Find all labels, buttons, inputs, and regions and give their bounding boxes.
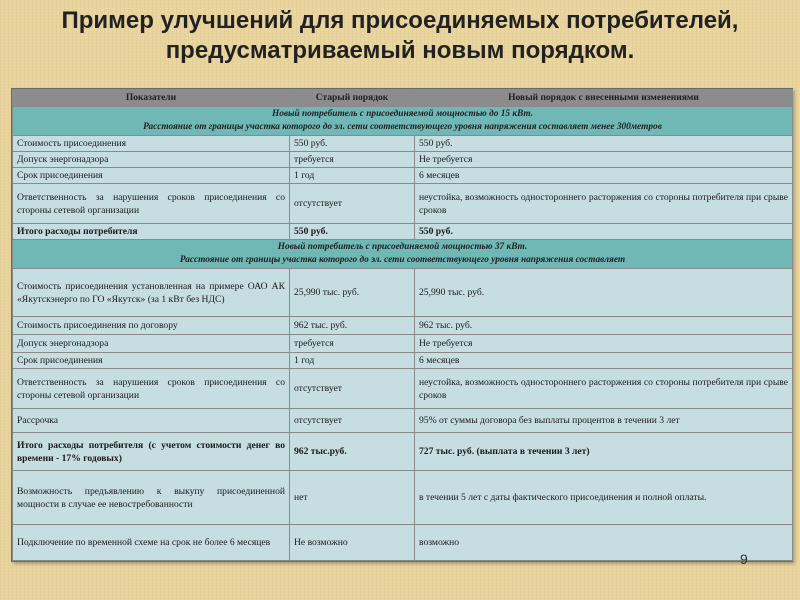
slide-title-line2: предусматриваемый новым порядком. xyxy=(165,37,635,64)
table-row xyxy=(13,152,793,168)
cell-new: 6 месяцев xyxy=(415,353,793,369)
cell-indicator: Срок присоединения xyxy=(13,353,290,369)
section-title: Новый потребитель с присоединяемой мощностью 37 кВт. xyxy=(277,242,528,252)
header-indicators: Показатели xyxy=(13,90,290,107)
table-row xyxy=(13,369,793,409)
slide-title xyxy=(0,6,800,66)
cell-old: требуется xyxy=(290,335,415,353)
cell-old: 550 руб. xyxy=(290,224,415,240)
table-row xyxy=(13,353,793,369)
cell-old: 25,990 тыс. руб. xyxy=(290,269,415,317)
table-row xyxy=(13,335,793,353)
cell-old: 550 руб. xyxy=(290,136,415,152)
header-new-order: Новый порядок с внесенными изменениями xyxy=(415,90,793,107)
cell-indicator: Допуск энергонадзора xyxy=(13,335,290,353)
table-row-total xyxy=(13,433,793,471)
cell-indicator: Срок присоединения xyxy=(13,168,290,184)
cell-indicator: Подключение по временной схеме на срок не более 6 месяцев xyxy=(13,525,290,561)
cell-new: 95% от суммы договора без выплаты процентов в течении 3 лет xyxy=(415,409,793,433)
slide-title-line1: Пример улучшений для присоединяемых потребителей, xyxy=(61,7,739,34)
table-row xyxy=(13,409,793,433)
cell-new: 550 руб. xyxy=(415,136,793,152)
cell-new: возможно xyxy=(415,525,793,561)
cell-indicator: Рассрочка xyxy=(13,409,290,433)
cell-new: неустойка, возможность одностороннего расторжения со стороны потребителя при срыве сроков xyxy=(415,369,793,409)
cell-new: Не требуется xyxy=(415,152,793,168)
section-header-37kw xyxy=(13,240,793,269)
cell-indicator: Стоимость присоединения установленная на примере ОАО АК «Якутскэнерго по ГО «Якутск» (за 1 кВт без НДС) xyxy=(13,269,290,317)
header-old-order: Старый порядок xyxy=(290,90,415,107)
table-header-row xyxy=(13,90,793,107)
cell-old: 1 год xyxy=(290,168,415,184)
section-header-15kw xyxy=(13,107,793,136)
cell-old: 1 год xyxy=(290,353,415,369)
table-row xyxy=(13,471,793,525)
cell-indicator: Ответственность за нарушения сроков присоединения со стороны сетевой организации xyxy=(13,184,290,224)
table-row xyxy=(13,317,793,335)
cell-new: 6 месяцев xyxy=(415,168,793,184)
cell-old: требуется xyxy=(290,152,415,168)
cell-old: Не возможно xyxy=(290,525,415,561)
cell-old: отсутствует xyxy=(290,409,415,433)
cell-indicator: Стоимость присоединения по договору xyxy=(13,317,290,335)
cell-indicator: Стоимость присоединения xyxy=(13,136,290,152)
cell-old: 962 тыс. руб. xyxy=(290,317,415,335)
cell-old: отсутствует xyxy=(290,369,415,409)
cell-new: 727 тыс. руб. (выплата в течении 3 лет) xyxy=(415,433,793,471)
table-row xyxy=(13,269,793,317)
section-subtitle: Расстояние от границы участка которого до эл. сети соответствующего уровня напряжения составляет менее 300метров xyxy=(143,122,662,132)
table-row xyxy=(13,136,793,152)
comparison-table xyxy=(11,88,793,562)
cell-new: Не требуется xyxy=(415,335,793,353)
table-row xyxy=(13,168,793,184)
cell-indicator: Итого расходы потребителя (с учетом стоимости денег во времени - 17% годовых) xyxy=(13,433,290,471)
cell-new: 550 руб. xyxy=(415,224,793,240)
page-number: 9 xyxy=(740,551,748,567)
cell-old: отсутствует xyxy=(290,184,415,224)
cell-new: неустойка, возможность одностороннего расторжения со стороны потребителя при срыве сроков xyxy=(415,184,793,224)
cell-new: в течении 5 лет с даты фактического присоединения и полной оплаты. xyxy=(415,471,793,525)
cell-old: 962 тыс.руб. xyxy=(290,433,415,471)
cell-indicator: Возможность предъявлению к выкупу присоединенной мощности в случае ее невостребованности xyxy=(13,471,290,525)
cell-new: 25,990 тыс. руб. xyxy=(415,269,793,317)
section-title: Новый потребитель с присоединяемой мощностью до 15 кВт. xyxy=(271,109,534,119)
table-row-total xyxy=(13,224,793,240)
table-row xyxy=(13,525,793,561)
table-row xyxy=(13,184,793,224)
cell-old: нет xyxy=(290,471,415,525)
cell-new: 962 тыс. руб. xyxy=(415,317,793,335)
cell-indicator: Итого расходы потребителя xyxy=(13,224,290,240)
cell-indicator: Допуск энергонадзора xyxy=(13,152,290,168)
cell-indicator: Ответственность за нарушения сроков присоединения со стороны сетевой организации xyxy=(13,369,290,409)
section-subtitle: Расстояние от границы участка которого до эл. сети соответствующего уровня напряжения составляет xyxy=(179,255,626,265)
